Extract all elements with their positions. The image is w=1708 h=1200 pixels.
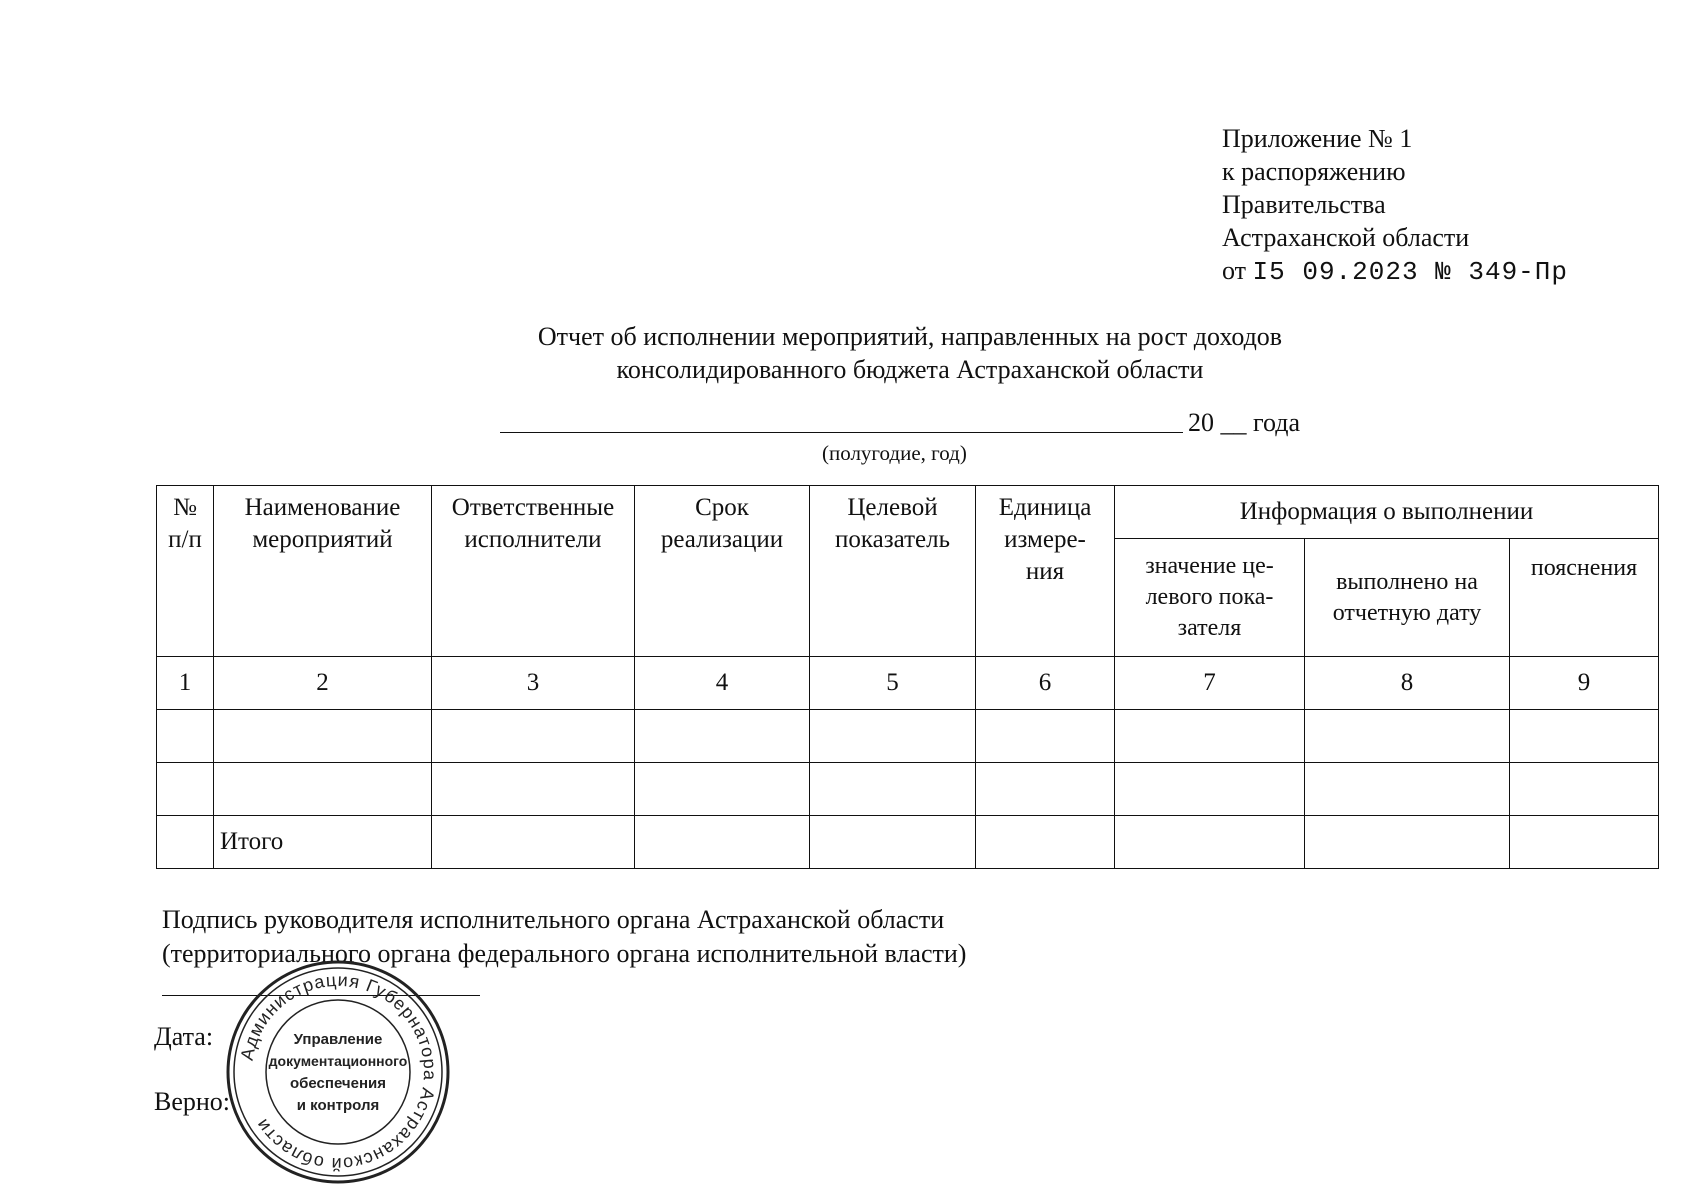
appendix-line-4: Астраханской области xyxy=(1222,223,1470,252)
seal-center-line-4: и контроля xyxy=(296,1097,380,1114)
table-cell xyxy=(432,763,635,816)
table-cell xyxy=(214,763,432,816)
table-cell xyxy=(432,816,635,869)
table-cell xyxy=(1510,710,1659,763)
period-blank-line xyxy=(500,432,1183,433)
table-cell xyxy=(1305,710,1510,763)
column-number: 6 xyxy=(976,657,1115,710)
column-number: 2 xyxy=(214,657,432,710)
official-seal xyxy=(224,958,452,1186)
header-term: Срок реализации xyxy=(635,486,810,657)
table-cell xyxy=(810,763,976,816)
total-row xyxy=(157,816,1659,869)
header-unit: Единица измере- ния xyxy=(976,486,1115,657)
table-cell xyxy=(1305,763,1510,816)
header-done: выполнено на отчетную дату xyxy=(1305,539,1510,657)
table-cell xyxy=(1115,710,1305,763)
appendix-block xyxy=(1222,122,1568,289)
table-cell xyxy=(1115,763,1305,816)
column-number: 1 xyxy=(157,657,214,710)
seal-center-line-2: документационного xyxy=(268,1053,408,1069)
table-cell xyxy=(635,763,810,816)
seal-center-line-1: Управление xyxy=(293,1031,383,1048)
column-number: 3 xyxy=(432,657,635,710)
seal-center-line-3: обеспечения xyxy=(289,1075,387,1092)
table-cell xyxy=(635,710,810,763)
seal-outer-ring-inner xyxy=(234,968,442,1176)
period-caption: (полугодие, год) xyxy=(822,441,967,465)
column-number: 8 xyxy=(1305,657,1510,710)
column-number: 5 xyxy=(810,657,976,710)
header-target-value: значение це- левого пока- зателя xyxy=(1115,539,1305,657)
header-notes: пояснения xyxy=(1510,539,1659,657)
table-cell xyxy=(976,710,1115,763)
period-year: 20 __ года xyxy=(1188,408,1301,437)
table-cell xyxy=(157,710,214,763)
header-num: № п/п xyxy=(157,486,214,657)
table-cell xyxy=(214,710,432,763)
column-number: 7 xyxy=(1115,657,1305,710)
table-cell xyxy=(1305,816,1510,869)
appendix-reference: I5 09.2023 № 349-Пр xyxy=(1252,257,1568,287)
total-label: Итого xyxy=(214,816,432,869)
appendix-line-2: к распоряжению xyxy=(1222,157,1406,186)
table-cell xyxy=(635,816,810,869)
table-cell xyxy=(1510,763,1659,816)
signature-line-2: (территориального органа федерального органа исполнительной власти) xyxy=(162,939,967,968)
appendix-line-1: Приложение № 1 xyxy=(1222,124,1413,153)
appendix-from: от xyxy=(1222,256,1247,285)
date-label: Дата: xyxy=(154,1022,214,1051)
header-target: Целевой показатель xyxy=(810,486,976,657)
seal-ring-text: Администрация Губернатора Астраханской области xyxy=(236,969,441,1175)
table-cell xyxy=(810,710,976,763)
document-title xyxy=(430,320,1390,386)
seal-inner-ring xyxy=(266,1000,410,1144)
appendix-line-5 xyxy=(1222,254,1568,289)
appendix-line-3: Правительства xyxy=(1222,190,1386,219)
column-number-row xyxy=(157,657,1659,710)
table-cell xyxy=(976,816,1115,869)
table-cell xyxy=(1510,816,1659,869)
table-cell xyxy=(1115,816,1305,869)
signature-line-1: Подпись руководителя исполнительного органа Астраханской области xyxy=(162,905,945,934)
column-number: 9 xyxy=(1510,657,1659,710)
table-row xyxy=(157,763,1659,816)
header-info: Информация о выполнении xyxy=(1115,486,1659,539)
true-copy-label: Верно: xyxy=(154,1087,231,1116)
header-row xyxy=(157,486,1659,539)
title-line-1: Отчет об исполнении мероприятий, направленных на рост доходов xyxy=(537,322,1283,351)
title-line-2: консолидированного бюджета Астраханской области xyxy=(616,355,1204,384)
table-row xyxy=(157,710,1659,763)
table-cell xyxy=(976,763,1115,816)
header-responsible: Ответственные исполнители xyxy=(432,486,635,657)
report-table xyxy=(156,485,1659,869)
column-number: 4 xyxy=(635,657,810,710)
table-cell xyxy=(810,816,976,869)
header-name: Наименование мероприятий xyxy=(214,486,432,657)
table-cell xyxy=(432,710,635,763)
seal-outer-ring xyxy=(228,962,448,1182)
table-cell xyxy=(157,763,214,816)
table-cell xyxy=(157,816,214,869)
